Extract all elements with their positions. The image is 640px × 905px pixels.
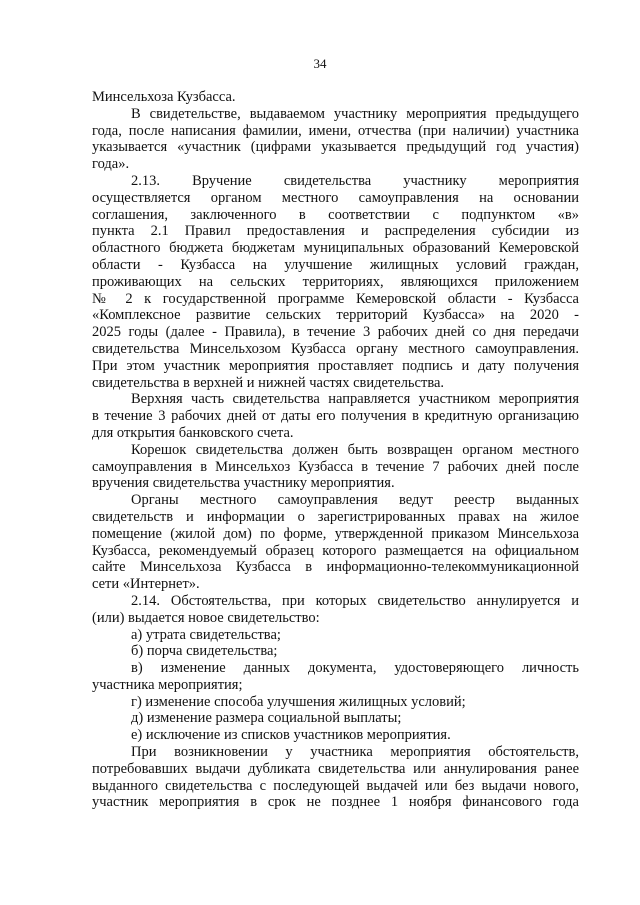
text-line: проживающих на сельских территориях, являющихся приложением <box>92 273 579 290</box>
text-line: Корешок свидетельства должен быть возвращен органом местного <box>131 441 579 458</box>
text-line: 2.13. Вручение свидетельства участнику мероприятия <box>131 172 579 189</box>
text-line: указывается «участник (цифрами указывается предыдущий год участия) <box>92 139 579 156</box>
text-line: Органы местного самоуправления ведут реестр выданных <box>131 492 579 509</box>
text-line: свидетельств и информации о зарегистрированных правах на жилое <box>92 508 579 525</box>
text-line: 2.14. Обстоятельства, при которых свидетельство аннулируется и <box>131 592 579 609</box>
text-line: д) изменение размера социальной выплаты; <box>131 710 402 727</box>
text-line: № 2 к государственной программе Кемеровской области - Кузбасса <box>92 290 579 307</box>
text-line: г) изменение способа улучшения жилищных условий; <box>131 693 466 710</box>
text-line: (или) выдается новое свидетельство: <box>92 609 320 626</box>
text-line: для открытия банковского счета. <box>92 424 294 441</box>
text-line: области - Кузбасса на улучшение жилищных условий граждан, <box>92 256 579 273</box>
text-line: года, после написания фамилии, имени, отчества (при наличии) участника <box>92 122 579 139</box>
text-line: пункта 2.1 Правил предоставления и распределения субсидии из <box>92 223 579 240</box>
text-line: участник мероприятия в срок не позднее 1 ноября финансового года <box>92 794 579 811</box>
text-line: «Комплексное развитие сельских территорий Кузбасса» на 2020 - <box>92 307 579 324</box>
text-line: сети «Интернет». <box>92 576 200 593</box>
text-line: помещение (жилой дом) по форме, утвержденной приказом Минсельхоза <box>92 525 579 542</box>
text-line: вручения свидетельства участнику мероприятия. <box>92 475 395 492</box>
text-line: года». <box>92 156 130 173</box>
text-line: б) порча свидетельства; <box>131 643 278 660</box>
text-line: Верхняя часть свидетельства направляется участником мероприятия <box>131 391 579 408</box>
text-line: свидетельства в верхней и нижней частях свидетельства. <box>92 374 445 391</box>
text-line: свидетельства Минсельхозом Кузбасса органу местного самоуправления. <box>92 340 579 357</box>
text-line: а) утрата свидетельства; <box>131 626 281 643</box>
text-line: Кузбасса, рекомендуемый образец которого размещается на официальном <box>92 542 579 559</box>
text-line: осуществляется органом местного самоуправления на основании <box>92 189 579 206</box>
text-line: 2025 годы (далее - Правила), в течение 3 рабочих дней со дня передачи <box>92 324 579 341</box>
text-line: При этом участник мероприятия проставляет подпись и дату получения <box>92 357 579 374</box>
text-line: выданного свидетельства с последующей выдачей или без выдачи нового, <box>92 777 579 794</box>
text-line: При возникновении у участника мероприятия обстоятельств, <box>131 744 579 761</box>
document-body <box>92 89 579 811</box>
page-number: 34 <box>313 56 327 71</box>
text-line: В свидетельстве, выдаваемом участнику мероприятия предыдущего <box>131 105 579 122</box>
text-line: соглашения, заключенного в соответствии с подпунктом «в» <box>92 206 579 223</box>
text-line: самоуправления в Минсельхоз Кузбасса в течение 7 рабочих дней после <box>92 458 579 475</box>
text-line: сайте Минсельхоза Кузбасса в информационно-телекоммуникационной <box>92 559 579 576</box>
text-line: участника мероприятия; <box>92 676 243 693</box>
text-line: Минсельхоза Кузбасса. <box>92 89 236 105</box>
text-line: е) исключение из списков участников мероприятия. <box>131 727 451 744</box>
text-line: в) изменение данных документа, удостоверяющего личность <box>131 660 579 677</box>
text-line: в течение 3 рабочих дней от даты его получения в кредитную организацию <box>92 408 579 425</box>
text-line: потребовавших выдачи дубликата свидетельства или аннулирования ранее <box>92 760 579 777</box>
text-line: областного бюджета бюджетам муниципальных образований Кемеровской <box>92 240 579 257</box>
